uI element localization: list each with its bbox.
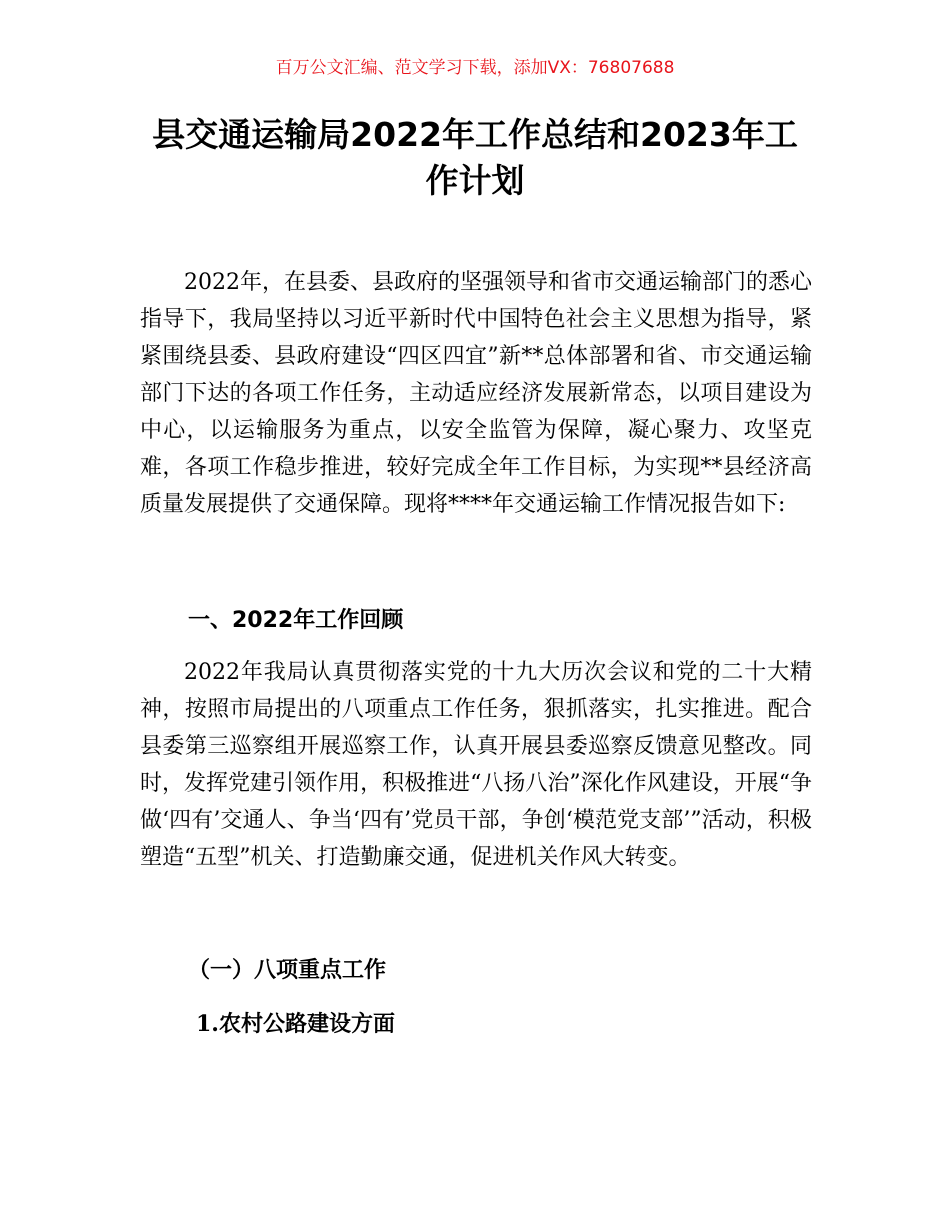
intro-paragraph: 2022年，在县委、县政府的坚强领导和省市交通运输部门的悉心指导下，我局坚持以习近平新时代中国特色社会主义思想为指导，紧紧围绕县委、县政府建设“四区四宜”新**总体部署和省、市交通运输部门下达的各项工作任务，主动适应经济发展新常态，以项目建设为中心，以运输服务为重点，以安全监管为保障，凝心聚力、攻坚克难，各项工作稳步推进，较好完成全年工作目标，为实现**县经济高质量发展提供了交通保障。现将****年交通运输工作情况报告如下: [140,270,812,517]
document-title: 县交通运输局2022年工作总结和2023年工作计划 [152,115,798,200]
subsection-heading-key-work: （一）八项重点工作 [188,958,387,983]
section-heading-review: 一、2022年工作回顾 [188,608,404,633]
item-heading-rural-roads: 1.农村公路建设方面 [196,1011,395,1037]
watermark-banner: 百万公文汇编、范文学习下载，添加VX：76807688 [275,58,675,78]
review-paragraph: 2022年我局认真贯彻落实党的十九大历次会议和党的二十大精神，按照市局提出的八项重点工作任务，狠抓落实，扎实推进。配合县委第三巡察组开展巡察工作，认真开展县委巡察反馈意见整改。同时，发挥党建引领作用，积极推进“八扬八治”深化作风建设，开展“争做‘四有’交通人、争当‘四有’党员干部，争创‘模范党支部’”活动，积极塑造“五型”机关、打造勤廉交通，促进机关作风大转变。 [140,660,812,870]
